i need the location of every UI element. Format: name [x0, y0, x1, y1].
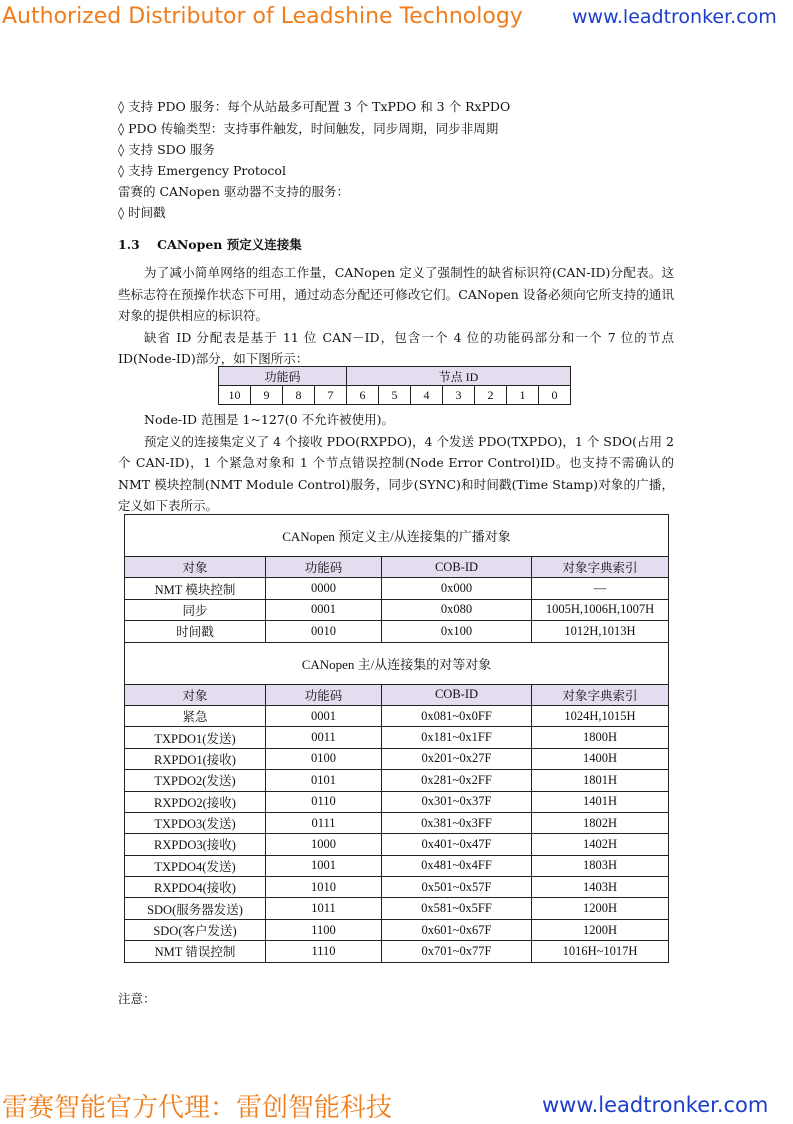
cell-function-code: 0111 [266, 812, 382, 833]
cell-cob-id: 0x080 [382, 599, 532, 620]
bit-cell: 9 [251, 386, 283, 405]
node-id-header: 节点 ID [347, 367, 571, 386]
bit-cell: 4 [411, 386, 443, 405]
table-row [125, 599, 669, 620]
bullet-pdo-transmission: ◊ PDO 传输类型：支持事件触发，时间触发，同步周期，同步非周期 [118, 121, 499, 136]
paragraphs-predefined [118, 409, 674, 517]
cell-od-index: 1200H [532, 898, 669, 919]
node-id-range: Node-ID 范围是 1~127(0 不允许被使用)。 [144, 412, 394, 427]
bit-cell: 7 [315, 386, 347, 405]
cell-cob-id: 0x581~0x5FF [382, 898, 532, 919]
bit-cell: 10 [219, 386, 251, 405]
section-heading [118, 235, 302, 253]
table-row [125, 748, 669, 769]
cell-object: 同步 [125, 599, 266, 620]
cell-object: 紧急 [125, 705, 266, 726]
cell-function-code: 1011 [266, 898, 382, 919]
cell-od-index: 1803H [532, 855, 669, 876]
cell-cob-id: 0x701~0x77F [382, 941, 532, 962]
cell-object: TXPDO3(发送) [125, 812, 266, 833]
cell-function-code: 0110 [266, 791, 382, 812]
section-title: CANopen 预定义连接集 [157, 237, 302, 252]
cell-od-index: 1402H [532, 834, 669, 855]
cell-od-index: 1200H [532, 919, 669, 940]
cell-od-index: 1012H,1013H [532, 621, 669, 642]
paragraph-predefined-set: 预定义的连接集定义了 4 个接收 PDO(RXPDO)，4 个发送 PDO(TXPDO)，1 个 SDO(占用 2 个 CAN-ID)，1 个紧急对象和 1 个节点错误控制(Node Error Control)ID。也支持不需确认的 NMT 模块控制(NMT Module Control)服务，同步(SYNC)和时间戳(Time Stamp)对象的广播，定义如下表所示。 [118, 433, 674, 513]
col-cob-id: COB-ID [382, 684, 532, 705]
section-number: 1.3 [118, 237, 140, 252]
cell-object: TXPDO2(发送) [125, 770, 266, 791]
col-od-index: 对象字典索引 [532, 557, 669, 578]
table-header-row [125, 684, 669, 705]
col-od-index: 对象字典索引 [532, 684, 669, 705]
cell-function-code: 1010 [266, 877, 382, 898]
table-row [125, 877, 669, 898]
peer-caption: CANopen 主/从连接集的对等对象 [125, 642, 669, 684]
bit-cell: 6 [347, 386, 379, 405]
col-object: 对象 [125, 684, 266, 705]
bit-cell: 2 [475, 386, 507, 405]
cell-cob-id: 0x100 [382, 621, 532, 642]
bit-cell: 5 [379, 386, 411, 405]
cell-cob-id: 0x401~0x47F [382, 834, 532, 855]
intro-paragraphs [118, 262, 674, 370]
bullet-pdo-service: ◊ 支持 PDO 服务：每个从站最多可配置 3 个 TxPDO 和 3 个 RxPDO [118, 99, 511, 114]
cell-cob-id: 0x201~0x27F [382, 748, 532, 769]
cell-cob-id: 0x381~0x3FF [382, 812, 532, 833]
col-object: 对象 [125, 557, 266, 578]
broadcast-caption: CANopen 预定义主/从连接集的广播对象 [125, 515, 669, 557]
cell-od-index: 1801H [532, 770, 669, 791]
bit-cell: 3 [443, 386, 475, 405]
table-row [125, 898, 669, 919]
cell-cob-id: 0x000 [382, 578, 532, 599]
cell-od-index: — [532, 578, 669, 599]
cell-object: 时间戳 [125, 621, 266, 642]
cell-od-index: 1401H [532, 791, 669, 812]
cell-od-index: 1024H,1015H [532, 705, 669, 726]
table-row [125, 919, 669, 940]
table-row [125, 941, 669, 962]
cell-cob-id: 0x301~0x37F [382, 791, 532, 812]
table-header-row [125, 557, 669, 578]
cell-object: NMT 错误控制 [125, 941, 266, 962]
function-code-header: 功能码 [219, 367, 347, 386]
bullet-emergency: ◊ 支持 Emergency Protocol [118, 163, 286, 178]
note-label: 注意： [118, 991, 156, 1006]
can-id-bit-diagram [218, 366, 571, 405]
cell-object: TXPDO1(发送) [125, 727, 266, 748]
cell-object: SDO(客户发送) [125, 919, 266, 940]
table-row [125, 812, 669, 833]
connection-set-table [124, 514, 669, 963]
footer-website-link[interactable]: www.leadtronker.com [542, 1093, 769, 1117]
cell-cob-id: 0x481~0x4FF [382, 855, 532, 876]
cell-cob-id: 0x281~0x2FF [382, 770, 532, 791]
cell-object: SDO(服务器发送) [125, 898, 266, 919]
cell-function-code: 0000 [266, 578, 382, 599]
cell-cob-id: 0x601~0x67F [382, 919, 532, 940]
cell-cob-id: 0x181~0x1FF [382, 727, 532, 748]
unsupported-item: ◊ 时间戳 [118, 205, 166, 220]
cell-object: RXPDO4(接收) [125, 877, 266, 898]
bit-cell: 1 [507, 386, 539, 405]
cell-function-code: 0001 [266, 599, 382, 620]
table-row [125, 770, 669, 791]
paragraph-id-assignment: 为了减小简单网络的组态工作量，CANopen 定义了强制性的缺省标识符(CAN-ID)分配表。这些标志符在预操作状态下可用，通过动态分配还可修改它们。CANopen 设备必须向它所支持的通讯对象的提供相应的标识符。 [118, 265, 674, 323]
cell-function-code: 0100 [266, 748, 382, 769]
cell-object: RXPDO2(接收) [125, 791, 266, 812]
table-row [125, 855, 669, 876]
cell-od-index: 1800H [532, 727, 669, 748]
bullet-sdo-service: ◊ 支持 SDO 服务 [118, 142, 215, 157]
cell-function-code: 0001 [266, 705, 382, 726]
col-cob-id: COB-ID [382, 557, 532, 578]
bit-cell: 0 [539, 386, 571, 405]
distributor-banner: Authorized Distributor of Leadshine Technology [2, 4, 523, 29]
cell-object: TXPDO4(发送) [125, 855, 266, 876]
cell-function-code: 1000 [266, 834, 382, 855]
cell-object: RXPDO3(接收) [125, 834, 266, 855]
col-function-code: 功能码 [266, 684, 382, 705]
table-row [125, 705, 669, 726]
cell-function-code: 1001 [266, 855, 382, 876]
table-row [125, 621, 669, 642]
cell-function-code: 0011 [266, 727, 382, 748]
cell-cob-id: 0x501~0x57F [382, 877, 532, 898]
cell-function-code: 0010 [266, 621, 382, 642]
cell-od-index: 1016H~1017H [532, 941, 669, 962]
table-row [125, 791, 669, 812]
cell-od-index: 1802H [532, 812, 669, 833]
cell-function-code: 0101 [266, 770, 382, 791]
unsupported-intro: 雷赛的 CANopen 驱动器不支持的服务： [118, 184, 349, 199]
cell-object: RXPDO1(接收) [125, 748, 266, 769]
bit-cell: 8 [283, 386, 315, 405]
table-row [125, 727, 669, 748]
agent-banner: 雷赛智能官方代理：雷创智能科技 [2, 1093, 393, 1123]
col-function-code: 功能码 [266, 557, 382, 578]
table-row [125, 578, 669, 599]
cell-object: NMT 模块控制 [125, 578, 266, 599]
header-website-link[interactable]: www.leadtronker.com [572, 6, 777, 28]
table-row [125, 834, 669, 855]
cell-function-code: 1110 [266, 941, 382, 962]
cell-od-index: 1403H [532, 877, 669, 898]
cell-od-index: 1400H [532, 748, 669, 769]
cell-cob-id: 0x081~0x0FF [382, 705, 532, 726]
cell-od-index: 1005H,1006H,1007H [532, 599, 669, 620]
paragraph-default-id: 缺省 ID 分配表是基于 11 位 CAN－ID，包含一个 4 位的功能码部分和一个 7 位的节点ID(Node-ID)部分，如下图所示： [118, 329, 674, 366]
cell-function-code: 1100 [266, 919, 382, 940]
